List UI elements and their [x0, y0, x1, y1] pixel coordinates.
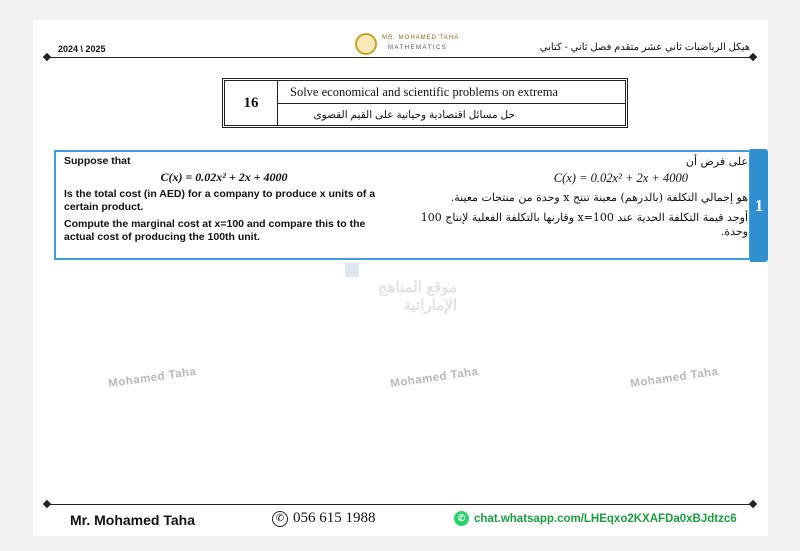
cost-formula-ar: C(x) = 0.02x² + 2x + 4000 — [553, 171, 688, 185]
question-number: 1 — [750, 149, 768, 262]
site-watermark — [345, 258, 457, 314]
document-title: هيكل الرياضيات ثاني عشر متقدم فصل ثاني - كتابي — [539, 42, 750, 53]
whatsapp-contact[interactable] — [454, 511, 737, 526]
site-logo-icon — [345, 263, 359, 277]
whatsapp-link[interactable]: chat.whatsapp.com/LHEqxo2KXAFDa0xBJdtzc6 — [474, 512, 737, 525]
lesson-box — [222, 78, 628, 128]
logo-text: MR. MOHAMED TAHA — [382, 35, 460, 41]
cost-formula-en: C(x) = 0.02x² + 2x + 4000 — [160, 170, 288, 184]
teacher-name: Mr. Mohamed Taha — [70, 512, 195, 528]
whatsapp-icon: ✆ — [454, 511, 469, 526]
academic-year: 2024 \ 2025 — [58, 44, 106, 54]
phone-number: 056 615 1988 — [293, 510, 376, 526]
phone-icon: ✆ — [272, 511, 288, 527]
header-divider — [48, 57, 752, 58]
question-english — [64, 155, 384, 244]
watermark-right: Mohamed Taha — [629, 365, 720, 391]
question-line1-en: Is the total cost (in AED) for a company to produce x units of a certain product. — [64, 188, 376, 213]
watermark-left: Mohamed Taha — [107, 365, 198, 391]
question-line1-ar: هو إجمالي التكلفة (بالدرهم) معينة تنتج x وحدة من منتجات معينة. — [450, 191, 748, 204]
logo-subtext: MATHEMATICS — [388, 45, 448, 51]
lesson-number: 16 — [225, 81, 278, 125]
teacher-logo-icon — [355, 33, 377, 55]
question-intro-en: Suppose that — [64, 155, 131, 167]
question-intro-ar: على فرض أن — [685, 155, 748, 168]
site-watermark-text: موقع المناهج الإماراتية — [377, 279, 457, 314]
lesson-title-ar: حل مسائل اقتصادية وحياتية على القيم القصوى — [313, 109, 515, 121]
footer-divider — [48, 504, 752, 505]
question-arabic — [408, 155, 748, 245]
phone-contact — [272, 510, 376, 527]
question-line2-en: Compute the marginal cost at x=100 and compare this to the actual cost of producing the 100th unit. — [64, 218, 366, 243]
lesson-title-en: Solve economical and scientific problems on extrema — [278, 81, 625, 104]
watermark-center: Mohamed Taha — [389, 365, 480, 391]
question-line2-ar: أوجد قيمة التكلفة الحدية عند x=100 وقارنها بالتكلفة الفعلية لإنتاج 100 وحدة. — [420, 211, 748, 238]
